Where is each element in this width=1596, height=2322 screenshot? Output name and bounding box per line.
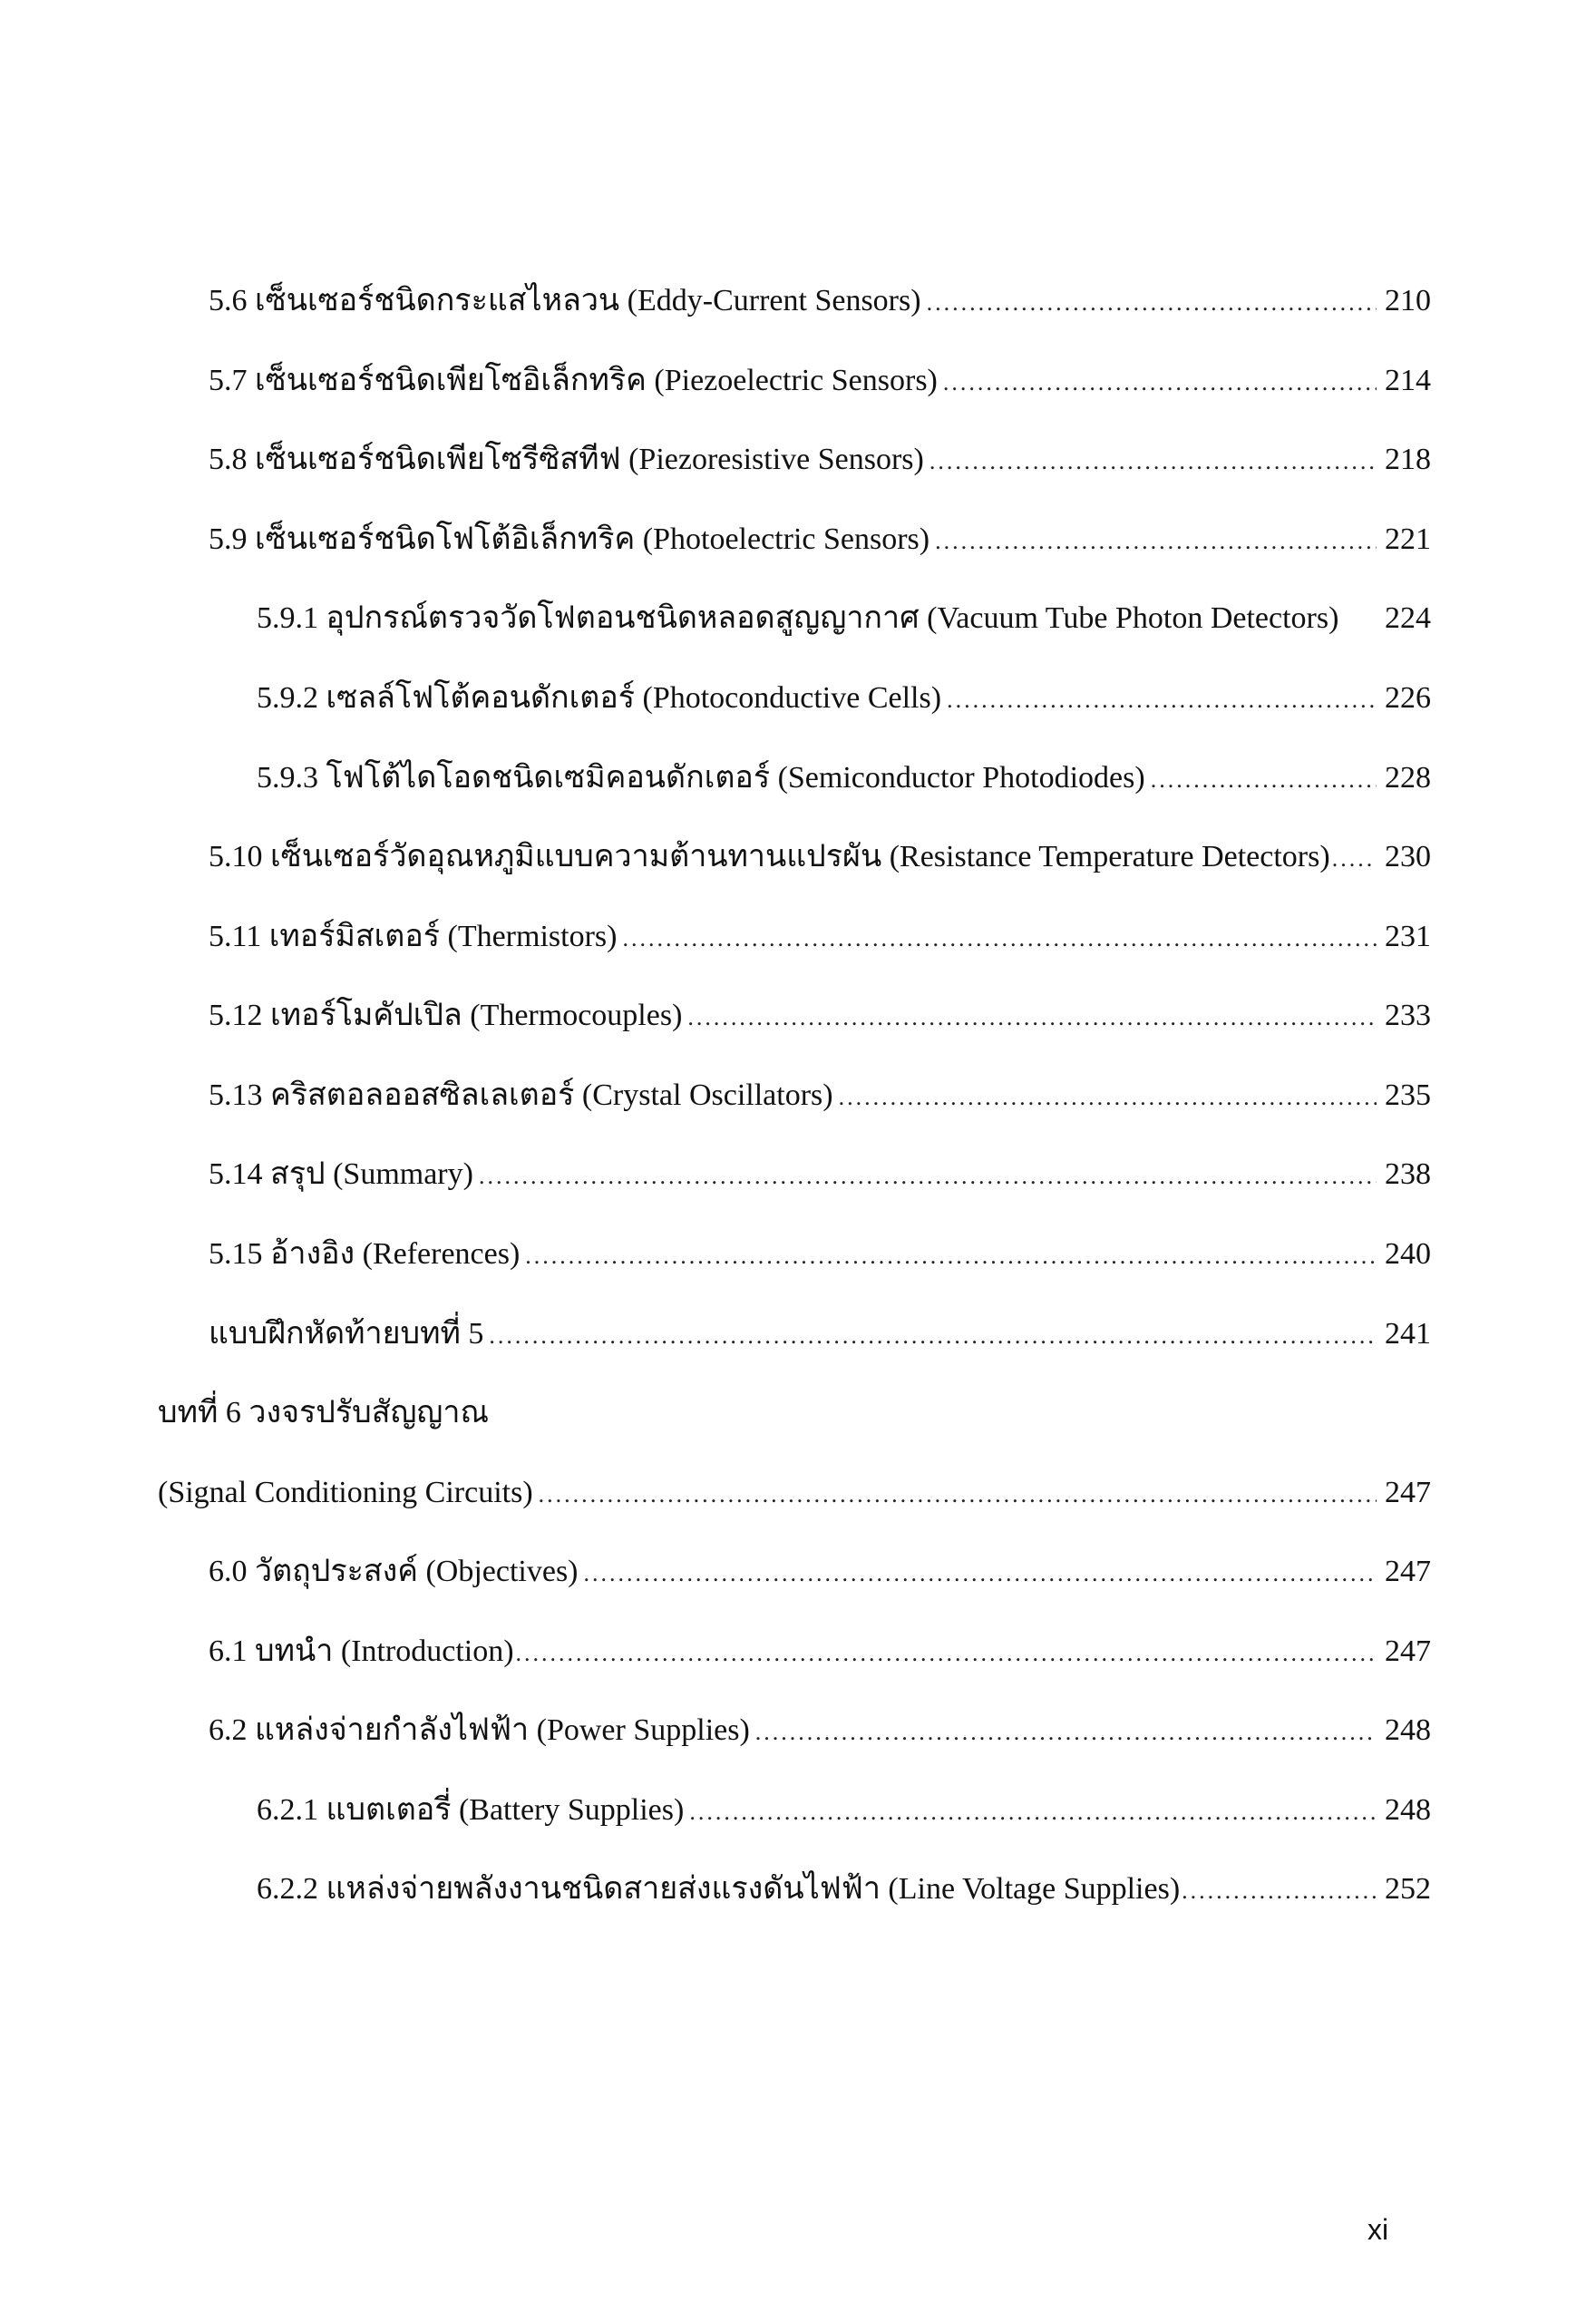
chapter-title: บทที่ 6 วงจรปรับสัญญาณ <box>158 1396 490 1429</box>
dot-leader <box>929 442 1377 482</box>
toc-entry-page: 233 <box>1385 999 1431 1032</box>
toc-entry-6-2-1[interactable] <box>257 1790 1431 1832</box>
toc-entry-page: 247 <box>1385 1476 1431 1509</box>
dot-leader <box>947 680 1377 720</box>
toc-entry-title: 5.15 อ้างอิง (References) <box>209 1237 521 1271</box>
toc-entry-title: 5.9 เซ็นเซอร์ชนิดโฟโต้อิเล็กทริค (Photoelectric Sensors) <box>209 522 930 556</box>
page-number: xi <box>1367 2213 1389 2246</box>
toc-entry-page: 238 <box>1385 1157 1431 1191</box>
toc-entry-6-2[interactable] <box>209 1711 1431 1752</box>
toc-entry-5-6[interactable] <box>209 281 1431 323</box>
toc-entry-5-9-1[interactable] <box>257 599 1431 639</box>
dot-leader <box>755 1712 1377 1752</box>
toc-entry-5-9[interactable] <box>209 520 1431 561</box>
dot-leader <box>935 522 1377 561</box>
toc-entry-exercises-5[interactable] <box>209 1314 1431 1356</box>
chapter-subtitle: (Signal Conditioning Circuits) <box>158 1476 533 1509</box>
toc-entry-5-11[interactable] <box>209 917 1431 959</box>
toc-entry-title: 5.8 เซ็นเซอร์ชนิดเพียโซรีซิสทีฟ (Piezoresistive Sensors) <box>209 443 924 476</box>
toc-entry-title: 6.2.2 แหล่งจ่ายพลังงานชนิดสายส่งแรงดันไฟฟ้า (Line Voltage Supplies) <box>257 1872 1181 1906</box>
toc-chapter-6-heading[interactable] <box>158 1393 1431 1433</box>
toc-entry-5-10[interactable] <box>209 837 1431 879</box>
toc-entry-5-9-3[interactable] <box>257 758 1431 800</box>
toc-entry-page: 224 <box>1385 601 1431 635</box>
toc-entry-title: 5.9.2 เซลล์โฟโต้คอนดักเตอร์ (Photoconductive Cells) <box>257 681 942 715</box>
toc-entry-page: 231 <box>1385 920 1431 953</box>
toc-entry-title: 5.9.1 อุปกรณ์ตรวจวัดโฟตอนชนิดหลอดสูญญากาศ (Vacuum Tube Photon Detectors) <box>257 601 1339 635</box>
dot-leader <box>1332 839 1377 879</box>
toc-entry-page: 210 <box>1385 284 1431 317</box>
toc-entry-title: 5.9.3 โฟโต้ไดโอดชนิดเซมิคอนดักเตอร์ (Semiconductor Photodiodes) <box>257 761 1145 795</box>
toc-entry-6-1[interactable] <box>209 1632 1431 1673</box>
toc-entry-5-15[interactable] <box>209 1234 1431 1276</box>
toc-entry-5-7[interactable] <box>209 361 1431 403</box>
dot-leader <box>622 919 1377 959</box>
toc-entry-5-9-2[interactable] <box>257 678 1431 720</box>
toc-entry-5-14[interactable] <box>209 1155 1431 1196</box>
dot-leader <box>516 1634 1377 1673</box>
toc-entry-page: 218 <box>1385 443 1431 476</box>
toc-entry-page: 248 <box>1385 1713 1431 1747</box>
toc-entry-title: 6.2 แหล่งจ่ายกำลังไฟฟ้า (Power Supplies) <box>209 1713 750 1747</box>
dot-leader <box>525 1236 1377 1276</box>
toc-entry-title: 5.6 เซ็นเซอร์ชนิดกระแสไหลวน (Eddy-Current Sensors) <box>209 284 921 317</box>
toc-entry-5-13[interactable] <box>209 1076 1431 1117</box>
toc-entry-6-2-2[interactable] <box>257 1869 1431 1911</box>
toc-entry-title: 6.1 บทนำ (Introduction) <box>209 1634 514 1668</box>
dot-leader <box>584 1554 1377 1594</box>
toc-entry-page: 241 <box>1385 1317 1431 1351</box>
toc-entry-page: 226 <box>1385 681 1431 715</box>
toc-entry-title: 6.0 วัตถุประสงค์ (Objectives) <box>209 1555 579 1588</box>
toc-entry-page: 247 <box>1385 1634 1431 1668</box>
dot-leader <box>927 283 1377 323</box>
dot-leader <box>479 1156 1377 1196</box>
toc-entry-page: 228 <box>1385 761 1431 795</box>
toc-entry-page: 240 <box>1385 1237 1431 1271</box>
toc-entry-5-8[interactable] <box>209 440 1431 482</box>
dot-leader <box>687 998 1377 1038</box>
toc-entry-title: แบบฝึกหัดท้ายบทที่ 5 <box>209 1317 484 1351</box>
toc-entry-page: 248 <box>1385 1793 1431 1827</box>
toc-entry-6-0[interactable] <box>209 1552 1431 1594</box>
toc-entry-page: 221 <box>1385 522 1431 556</box>
toc-entry-title: 5.11 เทอร์มิสเตอร์ (Thermistors) <box>209 920 618 953</box>
toc-entry-title: 5.12 เทอร์โมคัปเปิล (Thermocouples) <box>209 999 683 1032</box>
toc-entry-page: 252 <box>1385 1872 1431 1906</box>
toc-chapter-6-subtitle[interactable] <box>158 1473 1431 1515</box>
dot-leader <box>539 1475 1377 1515</box>
toc-entry-page: 247 <box>1385 1555 1431 1588</box>
toc-entry-title: 5.13 คริสตอลออสซิลเลเตอร์ (Crystal Oscillators) <box>209 1078 833 1112</box>
toc-entry-page: 235 <box>1385 1078 1431 1112</box>
dot-leader <box>943 363 1377 403</box>
dot-leader <box>689 1792 1377 1832</box>
dot-leader <box>1151 760 1377 800</box>
toc-entry-title: 6.2.1 แบตเตอรี่ (Battery Supplies) <box>257 1793 685 1827</box>
toc-entry-5-12[interactable] <box>209 996 1431 1038</box>
toc-entry-page: 214 <box>1385 364 1431 397</box>
toc-entry-title: 5.10 เซ็นเซอร์วัดอุณหภูมิแบบความต้านทานแปรผัน (Resistance Temperature Detectors) <box>209 840 1330 873</box>
toc-entry-page: 230 <box>1385 840 1431 873</box>
dot-leader <box>839 1078 1377 1117</box>
dot-leader <box>489 1316 1377 1356</box>
toc-entry-title: 5.14 สรุป (Summary) <box>209 1157 473 1191</box>
dot-leader <box>1182 1871 1377 1911</box>
toc-entry-title: 5.7 เซ็นเซอร์ชนิดเพียโซอิเล็กทริค (Piezoelectric Sensors) <box>209 364 938 397</box>
